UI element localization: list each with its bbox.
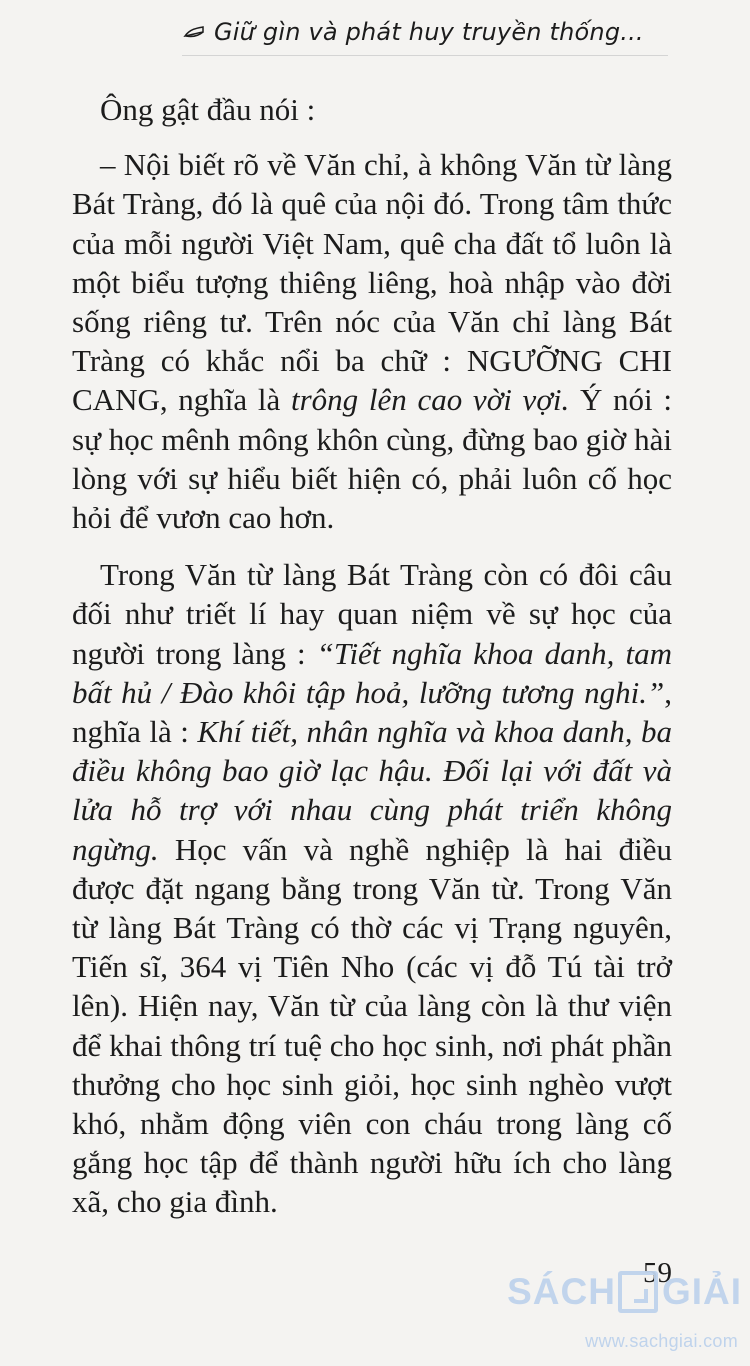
watermark-url: www.sachgiai.com bbox=[585, 1331, 738, 1351]
watermark-right-text: GIẢI bbox=[661, 1271, 742, 1312]
book-leaf-icon bbox=[182, 22, 206, 42]
page-body bbox=[72, 90, 672, 1222]
watermark[interactable] bbox=[507, 1257, 742, 1352]
logo-square-icon bbox=[618, 1271, 658, 1313]
paragraph-2: – Nội biết rõ về Văn chỉ, à không Văn từ làng Bát Tràng, đó là quê của nội đó. Trong tâm thức của mỗi người Việt Nam, quê cha đất tổ luôn là một biểu tượng thiêng liêng, hoà nhập vào đời sống riêng tư. Trên nóc của Văn chỉ làng Bát Tràng có khắc nổi ba chữ : NGƯỠNG CHI CANG, nghĩa là trông lên cao vời vợi. Ý nói : sự học mênh mông khôn cùng, đừng bao giờ hài lòng với sự hiểu biết hiện có, phải luôn cố học hỏi để vươn cao hơn. bbox=[72, 147, 672, 536]
paragraph-3: Trong Văn từ làng Bát Tràng còn có đôi câu đối như triết lí hay quan niệm về sự học của người trong làng : “Tiết nghĩa khoa danh, tam bất hủ / Đào khôi tập hoả, lưỡng tương nghi.”, nghĩa là : Khí tiết, nhân nghĩa và khoa danh, ba điều không bao giờ lạc hậu. Đối lại với đất và lửa hỗ trợ với nhau cùng phát triển không ngừng. Học vấn và nghề nghiệp là hai điều được đặt ngang bằng trong Văn từ. Trong Văn từ làng Bát Tràng có thờ các vị Trạng nguyên, Tiến sĩ, 364 vị Tiên Nho (các vị đỗ Tú tài trở lên). Hiện nay, Văn từ của làng còn là thư viện để khai thông trí tuệ cho học sinh, nơi phát phần thưởng cho học sinh giỏi, học sinh nghèo vượt khó, nhằm động viên con cháu trong làng cố gắng học tập để thành người hữu ích cho làng xã, cho gia đình. bbox=[72, 557, 672, 1220]
header-title: Giữ gìn và phát huy truyền thống... bbox=[214, 18, 644, 46]
watermark-logo bbox=[507, 1271, 742, 1313]
header-divider bbox=[182, 55, 668, 56]
watermark-left-text: SÁCH bbox=[507, 1271, 616, 1312]
running-header bbox=[182, 18, 668, 46]
page-number: 59 bbox=[643, 1257, 672, 1289]
paragraph-1: Ông gật đầu nói : bbox=[100, 92, 316, 127]
